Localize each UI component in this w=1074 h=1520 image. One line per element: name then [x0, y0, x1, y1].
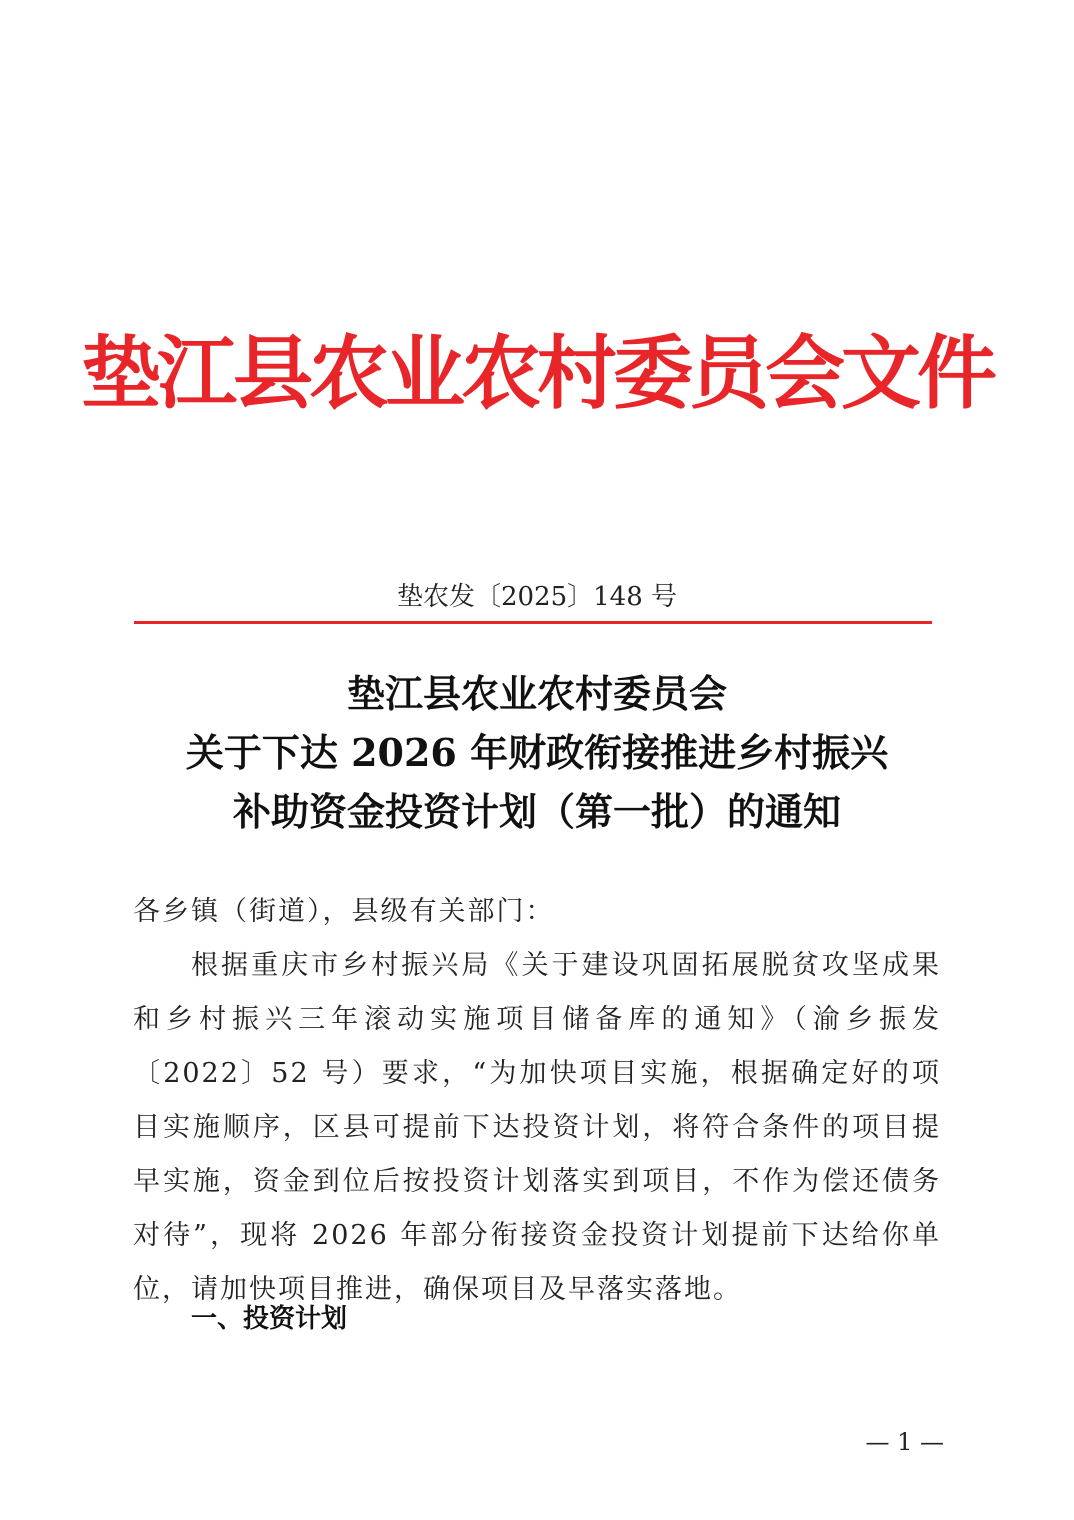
document-number: 垫农发〔2025〕148 号: [396, 582, 678, 612]
title-line-1: 垫江县农业农村委员会: [346, 671, 727, 716]
title-line-3: 补助资金投资计划（第一批）的通知: [232, 789, 841, 834]
body-paragraph: 根据重庆市乡村振兴局《关于建设巩固拓展脱贫攻坚成果和乡村振兴三年滚动实施项目储备库的通知》（渝乡振发〔2022〕52 号）要求，“为加快项目实施，根据确定好的项目实施顺序，区县可提前下达投资计划，将符合条件的项目提早实施，资金到位后按投资计划落实到项目，不作为偿还债务对待”，现将 2026 年部分衔接资金投资计划提前下达给你单位，请加快项目推进，确保项目及早落实落地。: [133, 950, 941, 1305]
red-divider-line: [134, 621, 932, 624]
body-text: [133, 885, 941, 1317]
section-heading: 一、投资计划: [191, 1304, 348, 1334]
title-line-2: 关于下达 2026 年财政衔接推进乡村振兴: [185, 730, 889, 775]
page-number: — 1 —: [865, 1428, 944, 1456]
notice-title: [60, 664, 1014, 841]
salutation: 各乡镇（街道），县级有关部门：: [133, 896, 555, 927]
masthead-title: 垫江县农业农村委员会文件: [81, 326, 993, 420]
